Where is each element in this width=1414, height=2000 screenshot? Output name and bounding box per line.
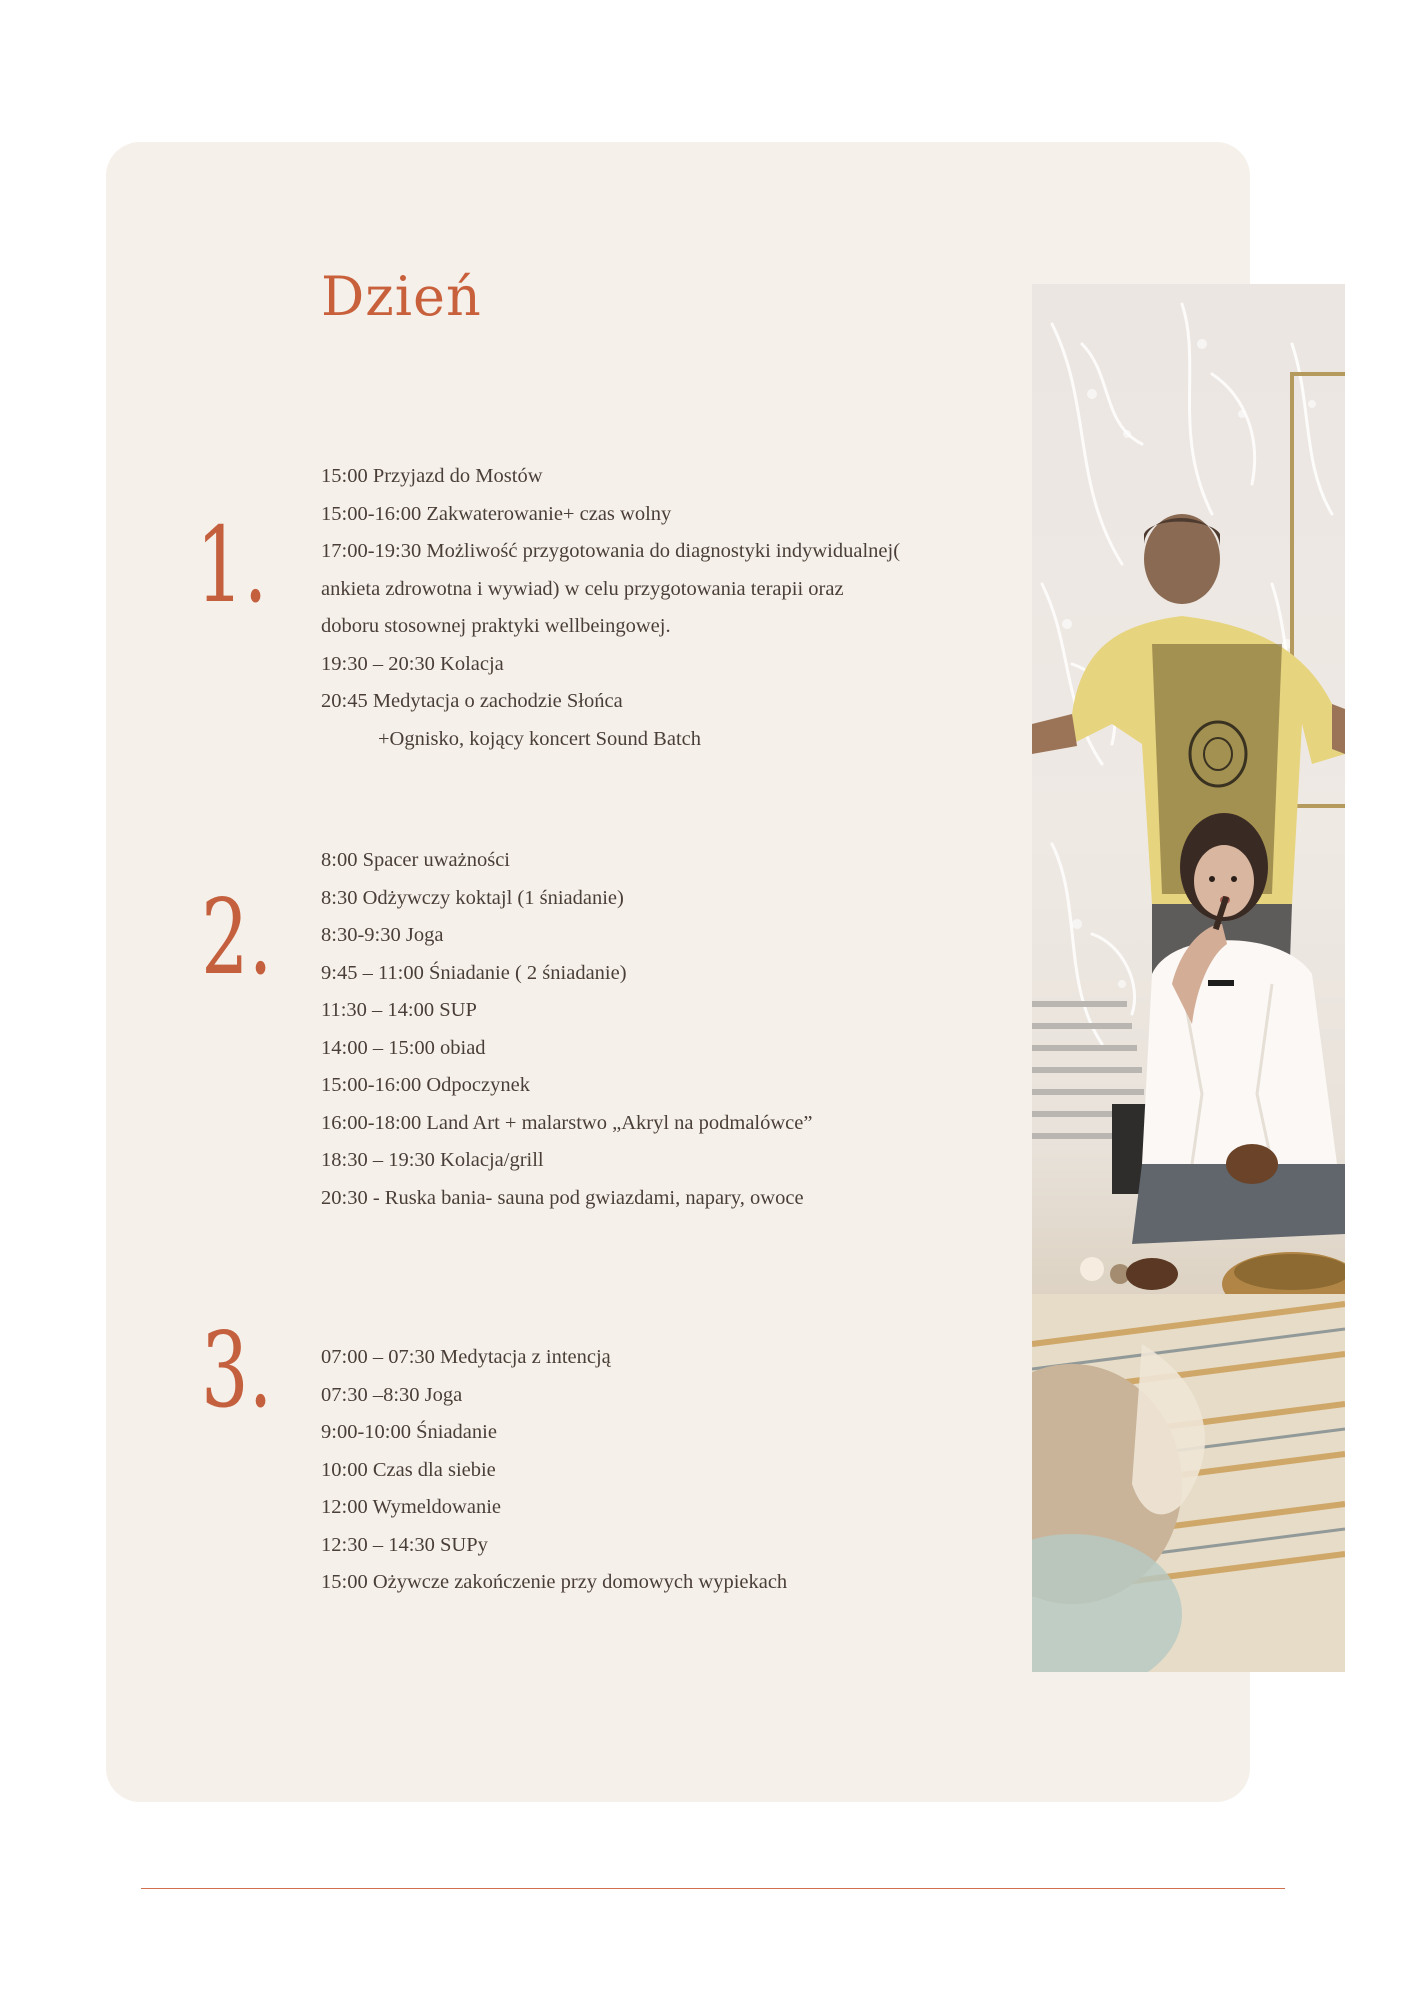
schedule-item: 20:30 - Ruska bania- sauna pod gwiazdami, napary, owoce	[321, 1186, 804, 1209]
schedule-item: 11:30 – 14:00 SUP	[321, 999, 477, 1021]
day-number-1: 1.	[196, 504, 268, 626]
schedule-item: doboru stosownej praktyki wellbeingowej.	[321, 615, 671, 637]
schedule-item: 8:30-9:30 Joga	[321, 924, 444, 946]
schedule-item: 15:00-16:00 Odpoczynek	[321, 1074, 530, 1096]
schedule-item: ankieta zdrowotna i wywiad) w celu przygotowania terapii oraz	[321, 577, 844, 600]
day-1-schedule	[321, 458, 900, 758]
schedule-item: 9:00-10:00 Śniadanie	[321, 1421, 497, 1443]
schedule-item: 17:00-19:30 Możliwość przygotowania do diagnostyki indywidualnej(	[321, 540, 901, 562]
schedule-item: 18:30 – 19:30 Kolacja/grill	[321, 1149, 544, 1171]
page-title: Dzień	[321, 265, 482, 328]
day-number-3: 3.	[201, 1309, 273, 1431]
schedule-item: 15:00 Ożywcze zakończenie przy domowych wypiekach	[321, 1571, 788, 1593]
schedule-item: 07:00 – 07:30 Medytacja z intencją	[321, 1346, 611, 1368]
day-3-schedule	[321, 1339, 787, 1602]
schedule-item: 14:00 – 15:00 obiad	[321, 1036, 486, 1059]
schedule-item: 15:00 Przyjazd do Mostów	[321, 465, 543, 487]
schedule-item: 10:00 Czas dla siebie	[321, 1458, 496, 1481]
sound-healing-photo	[1032, 284, 1345, 1672]
schedule-item: 15:00-16:00 Zakwaterowanie+ czas wolny	[321, 502, 672, 525]
schedule-item: 8:00 Spacer uważności	[321, 849, 510, 871]
schedule-item: 9:45 – 11:00 Śniadanie ( 2 śniadanie)	[321, 961, 627, 984]
schedule-item: 07:30 –8:30 Joga	[321, 1383, 463, 1406]
schedule-item: 20:45 Medytacja o zachodzie Słońca	[321, 690, 623, 712]
footer-divider	[141, 1888, 1285, 1889]
schedule-item: +Ognisko, kojący koncert Sound Batch	[378, 727, 701, 750]
schedule-item: 16:00-18:00 Land Art + malarstwo „Akryl na podmalówce”	[321, 1111, 813, 1134]
schedule-item: 19:30 – 20:30 Kolacja	[321, 652, 504, 675]
schedule-item: 12:30 – 14:30 SUPy	[321, 1533, 488, 1556]
day-number-2: 2.	[201, 876, 273, 998]
day-2-schedule	[321, 842, 812, 1217]
schedule-item: 12:00 Wymeldowanie	[321, 1496, 502, 1518]
schedule-item: 8:30 Odżywczy koktajl (1 śniadanie)	[321, 886, 624, 909]
